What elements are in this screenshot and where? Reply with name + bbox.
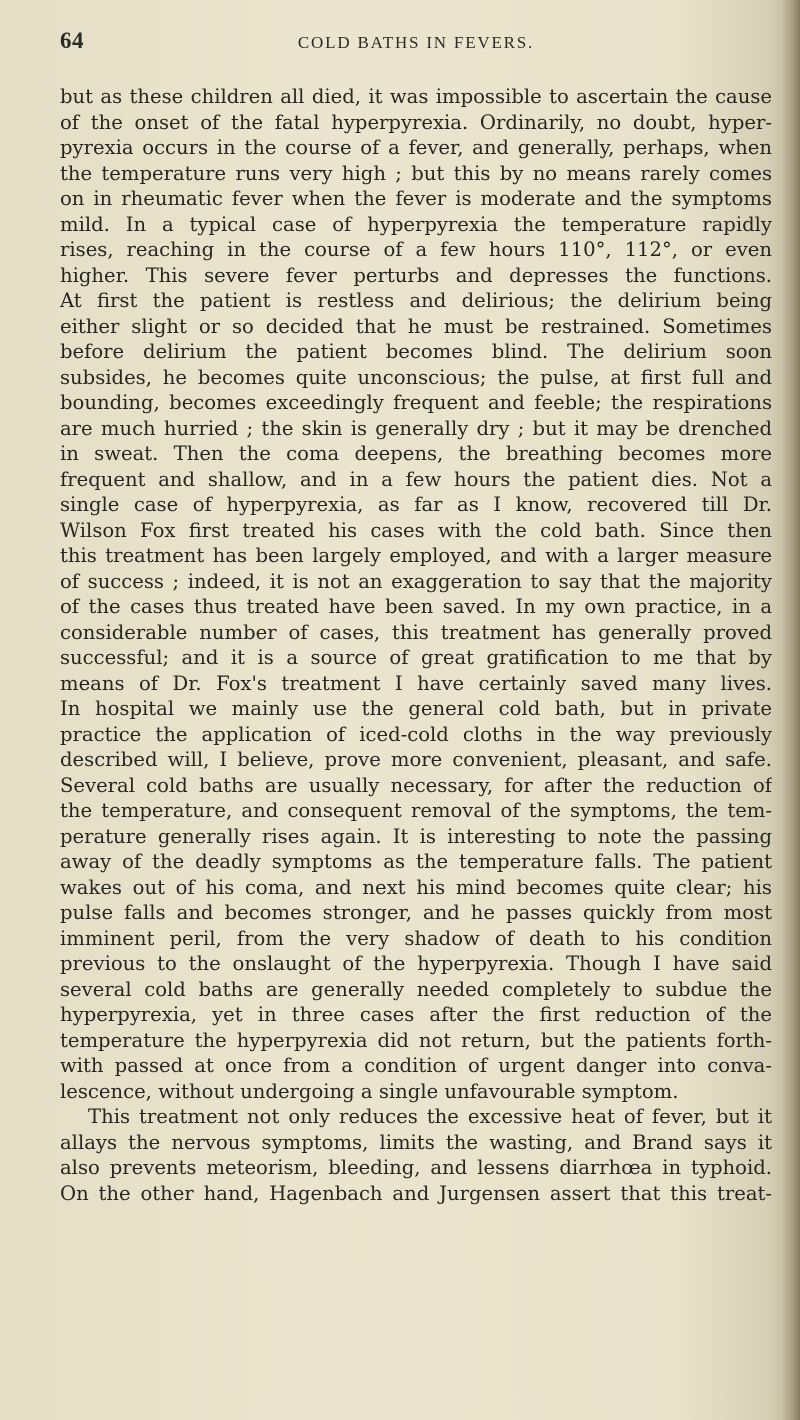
text-line: also prevents meteorism, bleeding, and lessens diarrhœa in typhoid. [60,1156,772,1179]
text-line: This treatment not only reduces the excessive heat of fever, but it [88,1105,772,1128]
text-line: bounding, becomes exceedingly frequent and feeble; the respirations [60,391,772,414]
text-line: before delirium the patient becomes blind. The delirium soon [60,340,772,363]
running-head [60,28,772,62]
text-line: described will, I believe, prove more convenient, pleasant, and safe. [60,748,772,771]
text-line: practice the application of iced-cold cloths in the way previously [60,722,772,746]
text-line: either slight or so decided that he must be restrained. Sometimes [60,314,772,338]
text-line: Several cold baths are usually necessary, for after the reduction of [60,773,772,797]
page-number: 64 [60,28,84,53]
text-line: considerable number of cases, this treatment has generally proved [60,620,772,644]
text-line: several cold baths are generally needed completely to subdue the [60,977,772,1001]
text-line: lescence, without undergoing a single unfavourable symptom. [60,1079,679,1103]
text-line: perature generally rises again. It is interesting to note the passing [60,824,772,848]
text-line: away of the deadly symptoms as the temperature falls. The patient [60,850,772,873]
page-spine-shadow [782,0,800,1420]
text-line: wakes out of his coma, and next his mind becomes quite clear; his [60,875,772,899]
text-line: allays the nervous symptoms, limits the wasting, and Brand says it [60,1130,772,1154]
text-line: higher. This severe fever perturbs and depresses the functions. [60,263,772,287]
text-line: of the cases thus treated have been saved. In my own practice, in a [60,595,772,618]
running-title: COLD BATHS IN FEVERS. [297,33,535,52]
text-line: pulse falls and becomes stronger, and he passes quickly from most [60,901,772,924]
text-line: temperature the hyperpyrexia did not return, but the patients forth- [60,1028,772,1052]
text-line: imminent peril, from the very shadow of death to his condition [60,926,772,950]
text-line: On the other hand, Hagenbach and Jurgensen assert that this treat- [60,1181,772,1205]
text-line: of the onset of the fatal hyperpyrexia. Ordinarily, no doubt, hyper- [60,110,772,134]
text-line: Wilson Fox first treated his cases with the cold bath. Since then [60,518,772,542]
text-line: previous to the onslaught of the hyperpyrexia. Though I have said [60,952,772,975]
text-line: the temperature runs very high ; but this by no means rarely comes [60,161,772,185]
text-line: single case of hyperpyrexia, as far as I know, recovered till Dr. [60,493,772,516]
text-line: successful; and it is a source of great gratification to me that by [60,646,772,669]
text-line: At first the patient is restless and delirious; the delirium being [60,289,772,312]
text-line: on in rheumatic fever when the fever is moderate and the symptoms [60,187,772,210]
text-line: with passed at once from a condition of urgent danger into conva- [60,1054,772,1077]
text-line: rises, reaching in the course of a few hours 110°, 112°, or even [60,238,772,261]
text-line: mild. In a typical case of hyperpyrexia the temperature rapidly [60,212,772,236]
text-line: frequent and shallow, and in a few hours the patient dies. Not a [60,467,772,491]
text-line: In hospital we mainly use the general cold bath, but in private [60,697,772,720]
text-line: in sweat. Then the coma deepens, the breathing becomes more [60,442,772,465]
text-line: this treatment has been largely employed, and with a larger measure [60,544,772,567]
text-line: of success ; indeed, it is not an exaggeration to say that the majority [60,569,772,593]
text-line: subsides, he becomes quite unconscious; the pulse, at first full and [60,365,772,389]
text-line: means of Dr. Fox's treatment I have certainly saved many lives. [60,671,772,695]
text-line: hyperpyrexia, yet in three cases after the first reduction of the [60,1003,772,1026]
text-line: but as these children all died, it was impossible to ascertain the cause [60,85,772,108]
text-line: pyrexia occurs in the course of a fever, and generally, perhaps, when [60,136,772,159]
body-text [60,84,772,1206]
text-line: the temperature, and consequent removal of the symptoms, the tem- [60,799,772,822]
text-line: are much hurried ; the skin is generally dry ; but it may be drenched [60,416,772,440]
